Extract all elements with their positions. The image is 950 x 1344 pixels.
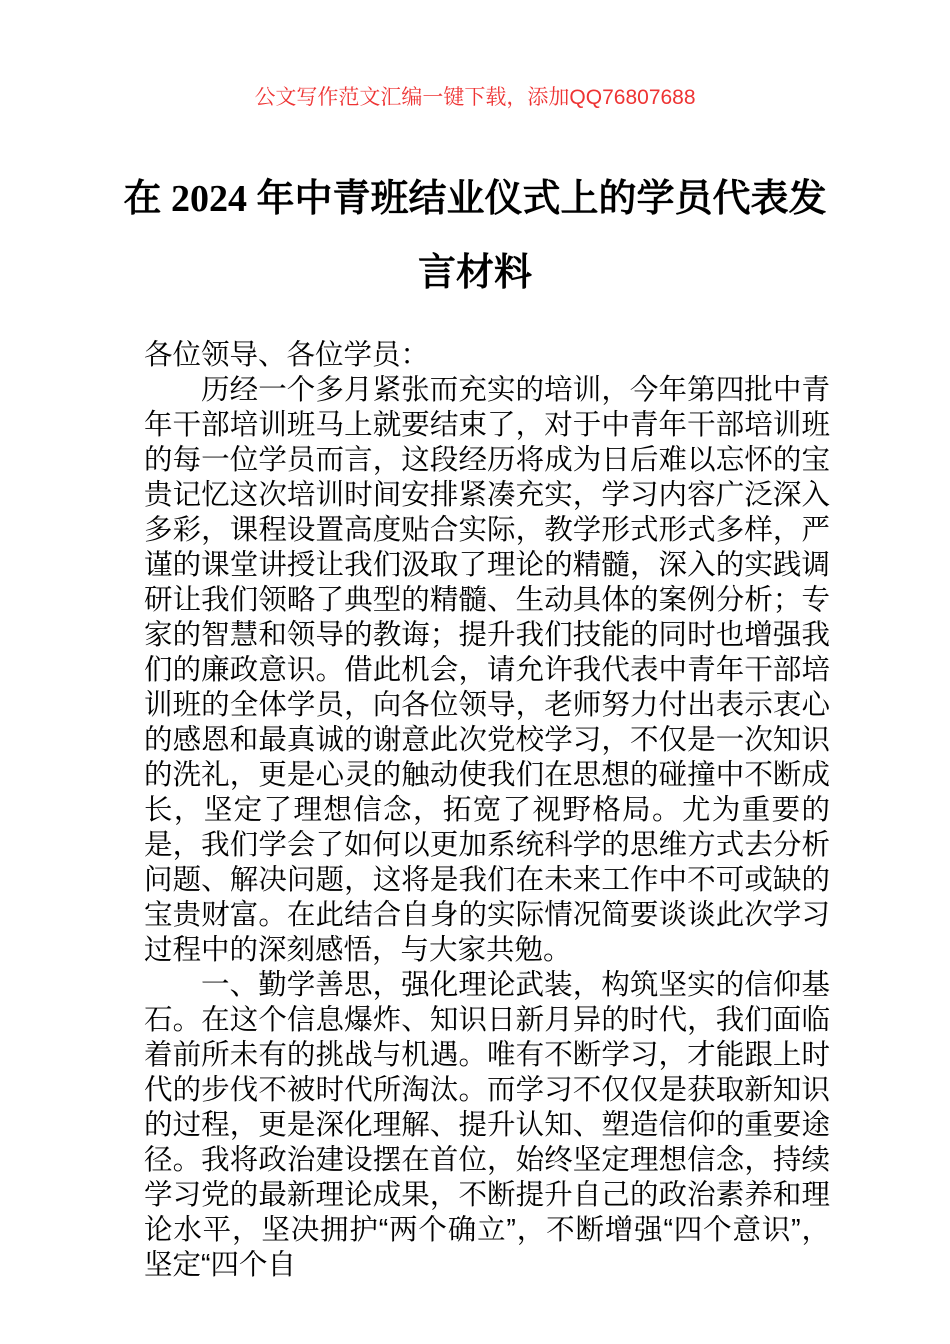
section-1-heading: 一、勤学善思，强化理论武装，构筑坚实的信仰基石。 — [144, 969, 830, 1036]
document-body — [144, 338, 830, 1283]
document-title: 在 2024 年中青班结业仪式上的学员代表发言材料 — [123, 178, 827, 294]
header-promo-notice: 公文写作范文汇编一键下载，添加QQ76807688 — [254, 86, 696, 109]
paragraph-section-1 — [144, 968, 830, 1283]
section-1-text: 在这个信息爆炸、知识日新月异的时代，我们面临着前所未有的挑战与机遇。唯有不断学习，才能跟上时代的步伐不被时代所淘汰。而学习不仅仅是获取新知识的过程，更是深化理解、提升认知、塑造信仰的重要途径。我将政治建设摆在首位，始终坚定理想信念，持续学习党的最新理论成果，不断提升自己的政治素养和理论水平，坚决拥护“两个确立”，不断增强“四个意识”，坚定“四个自 — [144, 1004, 830, 1281]
salutation-line: 各位领导、各位学员： — [144, 339, 430, 371]
paragraph-intro: 历经一个多月紧张而充实的培训，今年第四批中青年干部培训班马上就要结束了，对于中青年干部培训班的每一位学员而言，这段经历将成为日后难以忘怀的宝贵记忆这次培训时间安排紧凑充实，学习内容广泛深入多彩，课程设置高度贴合实际，教学形式形式多样，严谨的课堂讲授让我们汲取了理论的精髓，深入的实践调研让我们领略了典型的精髓、生动具体的案例分析；专家的智慧和领导的教诲；提升我们技能的同时也增强我们的廉政意识。借此机会，请允许我代表中青年干部培训班的全体学员，向各位领导，老师努力付出表示衷心的感恩和最真诚的谢意此次党校学习，不仅是一次知识的洗礼，更是心灵的触动使我们在思想的碰撞中不断成长，坚定了理想信念，拓宽了视野格局。尤为重要的是，我们学会了如何以更加系统科学的思维方式去分析问题、解决问题，这将是我们在未来工作中不可或缺的宝贵财富。在此结合自身的实际情况简要谈谈此次学习过程中的深刻感悟，与大家共勉。 — [144, 374, 830, 966]
